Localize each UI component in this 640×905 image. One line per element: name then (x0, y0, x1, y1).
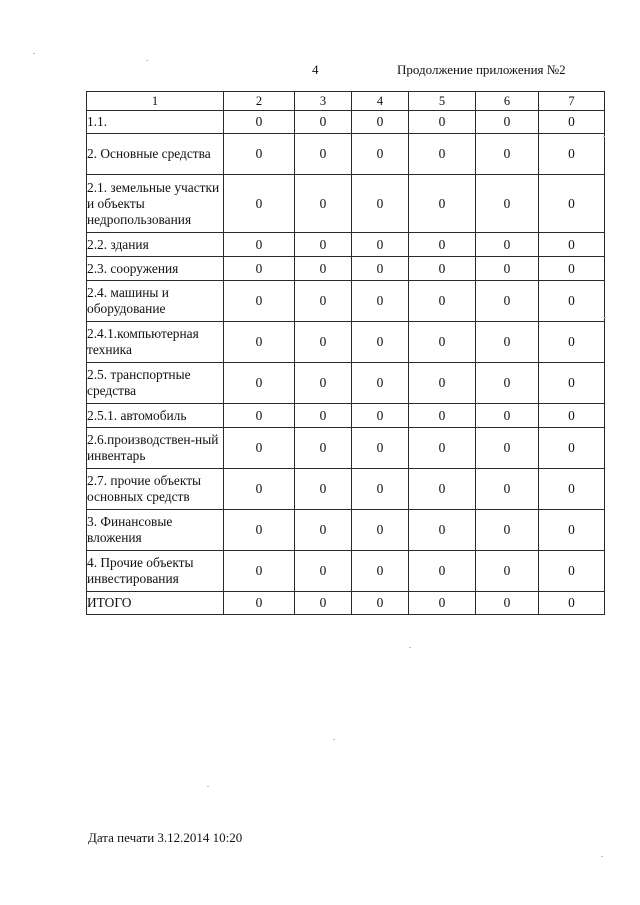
table-cell: 0 (295, 510, 352, 551)
table-cell: 0 (476, 428, 539, 469)
table-cell: 0 (224, 551, 295, 592)
table-cell: 0 (352, 111, 409, 134)
row-label: 2.4. машины и оборудование (87, 281, 224, 322)
table-cell: 0 (539, 257, 605, 281)
table-cell: 0 (224, 175, 295, 233)
row-label: 2.3. сооружения (87, 257, 224, 281)
row-label: 2.2. здания (87, 233, 224, 257)
table-cell: 0 (352, 469, 409, 510)
table-cell: 0 (539, 322, 605, 363)
data-table (86, 91, 605, 615)
row-label: 2.5.1. автомобиль (87, 404, 224, 428)
table-row (87, 322, 605, 363)
table-cell: 0 (352, 322, 409, 363)
table-cell: 0 (476, 175, 539, 233)
table-cell: 0 (352, 175, 409, 233)
table-cell: 0 (476, 257, 539, 281)
column-header: 2 (224, 92, 295, 111)
table-row (87, 428, 605, 469)
table-cell: 0 (224, 510, 295, 551)
table-cell: 0 (539, 175, 605, 233)
scan-speck (146, 60, 148, 61)
table-cell: 0 (409, 322, 476, 363)
row-label: 1.1. (87, 111, 224, 134)
table-cell: 0 (476, 111, 539, 134)
table-cell: 0 (352, 134, 409, 175)
table-cell: 0 (295, 233, 352, 257)
table-cell: 0 (539, 363, 605, 404)
table-cell: 0 (476, 281, 539, 322)
header-row (87, 92, 605, 111)
scan-speck (333, 739, 335, 740)
table-cell: 0 (224, 233, 295, 257)
table-cell: 0 (352, 257, 409, 281)
table-cell: 0 (476, 322, 539, 363)
row-label: 2.1. земельные участки и объекты недропользования (87, 175, 224, 233)
table-cell: 0 (295, 363, 352, 404)
table-cell: 0 (295, 111, 352, 134)
table-cell: 0 (295, 134, 352, 175)
table-cell: 0 (224, 404, 295, 428)
table-cell: 0 (352, 551, 409, 592)
column-header: 6 (476, 92, 539, 111)
table-cell: 0 (409, 281, 476, 322)
column-header: 1 (87, 92, 224, 111)
row-label: ИТОГО (87, 592, 224, 615)
table-row (87, 111, 605, 134)
table-cell: 0 (352, 363, 409, 404)
table-row (87, 134, 605, 175)
table-cell: 0 (409, 510, 476, 551)
column-header: 4 (352, 92, 409, 111)
table-cell: 0 (409, 363, 476, 404)
table-cell: 0 (539, 134, 605, 175)
column-header: 3 (295, 92, 352, 111)
table-cell: 0 (409, 111, 476, 134)
table-cell: 0 (476, 404, 539, 428)
table-cell: 0 (409, 469, 476, 510)
table-cell: 0 (224, 111, 295, 134)
table-row (87, 592, 605, 615)
row-label: 2. Основные средства (87, 134, 224, 175)
table-cell: 0 (539, 111, 605, 134)
scan-speck (601, 856, 603, 857)
table-row (87, 281, 605, 322)
table-cell: 0 (295, 592, 352, 615)
table-row (87, 551, 605, 592)
table-row (87, 469, 605, 510)
table-cell: 0 (295, 281, 352, 322)
table-cell: 0 (539, 404, 605, 428)
table-cell: 0 (409, 592, 476, 615)
table-cell: 0 (539, 233, 605, 257)
table-cell: 0 (224, 134, 295, 175)
page-number: 4 (312, 62, 319, 77)
row-label: 4. Прочие объекты инвестирования (87, 551, 224, 592)
table-row (87, 175, 605, 233)
row-label: 2.7. прочие объекты основных средств (87, 469, 224, 510)
table-cell: 0 (539, 592, 605, 615)
print-date: Дата печати 3.12.2014 10:20 (88, 830, 243, 845)
table-cell: 0 (224, 363, 295, 404)
table-cell: 0 (352, 281, 409, 322)
table-cell: 0 (224, 281, 295, 322)
scan-speck (207, 786, 209, 787)
table-row (87, 404, 605, 428)
table-cell: 0 (295, 257, 352, 281)
continuation-heading: Продолжение приложения №2 (397, 62, 566, 77)
table-cell: 0 (409, 175, 476, 233)
table-cell: 0 (409, 233, 476, 257)
table-cell: 0 (295, 322, 352, 363)
table-cell: 0 (352, 404, 409, 428)
table-cell: 0 (539, 551, 605, 592)
table-cell: 0 (295, 428, 352, 469)
table-cell: 0 (539, 428, 605, 469)
table-cell: 0 (409, 551, 476, 592)
table-cell: 0 (409, 428, 476, 469)
table-cell: 0 (476, 592, 539, 615)
table-cell: 0 (352, 233, 409, 257)
row-label: 2.4.1.компьютерная техника (87, 322, 224, 363)
table-cell: 0 (295, 175, 352, 233)
table-row (87, 257, 605, 281)
table-cell: 0 (224, 469, 295, 510)
table-cell: 0 (476, 510, 539, 551)
table-cell: 0 (476, 551, 539, 592)
table-row (87, 233, 605, 257)
table-cell: 0 (409, 257, 476, 281)
table-cell: 0 (476, 469, 539, 510)
table-cell: 0 (539, 281, 605, 322)
table-cell: 0 (409, 404, 476, 428)
table-cell: 0 (539, 510, 605, 551)
row-label: 2.6.производствен-ный инвентарь (87, 428, 224, 469)
table-cell: 0 (476, 363, 539, 404)
table-cell: 0 (224, 257, 295, 281)
scan-speck (604, 317, 606, 318)
row-label: 2.5. транспортные средства (87, 363, 224, 404)
table-cell: 0 (224, 592, 295, 615)
column-header: 7 (539, 92, 605, 111)
table-cell: 0 (295, 469, 352, 510)
table-cell: 0 (352, 428, 409, 469)
scan-speck (603, 136, 605, 137)
table-cell: 0 (476, 134, 539, 175)
table-cell: 0 (295, 551, 352, 592)
table-cell: 0 (352, 510, 409, 551)
table-cell: 0 (352, 592, 409, 615)
table-cell: 0 (295, 404, 352, 428)
table-cell: 0 (224, 322, 295, 363)
table-cell: 0 (224, 428, 295, 469)
scan-speck (33, 53, 35, 54)
table-cell: 0 (476, 233, 539, 257)
table-cell: 0 (539, 469, 605, 510)
table-row (87, 510, 605, 551)
table-cell: 0 (409, 134, 476, 175)
scan-speck (409, 647, 411, 648)
column-header: 5 (409, 92, 476, 111)
row-label: 3. Финансовые вложения (87, 510, 224, 551)
table-row (87, 363, 605, 404)
